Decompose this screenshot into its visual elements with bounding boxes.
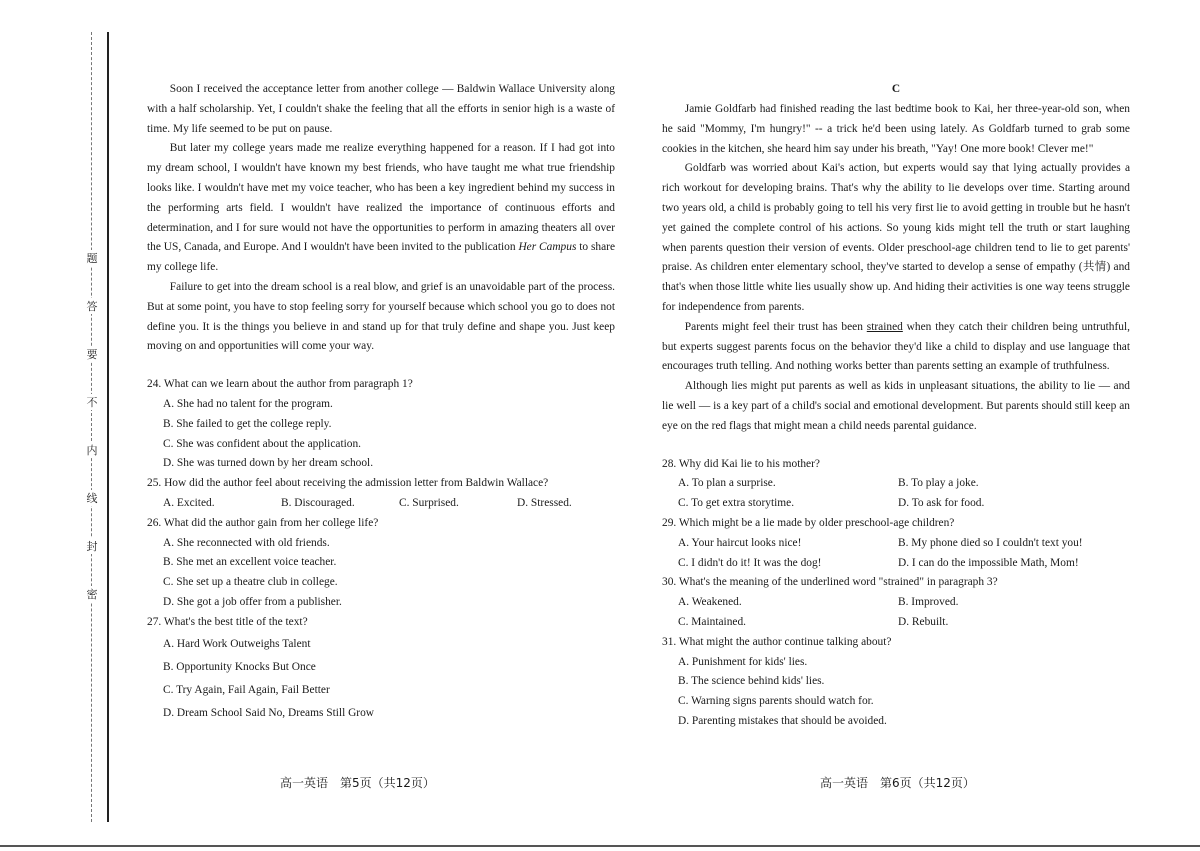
answer-option[interactable]: C. I didn't do it! It was the dog! — [678, 556, 822, 569]
answer-option[interactable]: A. To plan a surprise. — [678, 477, 776, 490]
underlined-word: strained — [866, 320, 903, 333]
seal-char: 密 — [84, 586, 100, 602]
answer-option[interactable]: D. Parenting mistakes that should be avoided. — [678, 714, 887, 727]
answer-option[interactable]: C. Warning signs parents should watch for. — [678, 695, 874, 708]
question-30 — [662, 573, 1130, 632]
answer-option[interactable]: D. Rebuilt. — [898, 615, 949, 628]
seal-char: 题 — [84, 250, 100, 266]
section-heading: C — [891, 83, 901, 95]
answer-option[interactable]: B. She failed to get the college reply. — [163, 417, 332, 430]
seal-char: 不 — [84, 394, 100, 410]
page-footer-right: 高一英语 第6页（共12页） — [820, 776, 975, 790]
question-stem: 26. What did the author gain from her college life? — [147, 516, 379, 529]
answer-option[interactable]: B. Opportunity Knocks But Once — [163, 660, 316, 673]
bottom-rule — [0, 845, 1200, 847]
seal-char: 线 — [84, 490, 100, 506]
passage-paragraph: Jamie Goldfarb had finished reading the last bedtime book to Kai, her three-year-old son, when he said "Mommy, I'm hungry!" -- a trick he'd been using lately. As Goldfarb turned to grab some cookies in the kitchen, she heard him say under his breath, "Yay! One more book! Clever me!" — [662, 103, 1130, 155]
passage-paragraph: But later my college years made me realize everything happened for a reason. If I had got into my dream school, I wouldn't have known my best friends, who have taught me what true friendship looks like. I wouldn't have met my voice teacher, who has been a key ingredient behind my success in the performing arts field. I wouldn't have realized the importance of continuous efforts and determination, and I for sure would not have the opportunities to perform in amazing theaters all over the US, Canada, and Europe. And I wouldn't have been invited to the publication Her Campus to share my college life. — [147, 142, 615, 274]
passage-paragraph: Parents might feel their trust has been strained when they catch their children being untruthful, but experts suggest parents focus on the behavior they'd like a child to display and use language that encourages truth telling. And nothing works better than parents setting an example of truthfulness. — [662, 320, 1131, 373]
answer-option[interactable]: D. I can do the impossible Math, Mom! — [898, 556, 1079, 569]
answer-option[interactable]: B. Improved. — [898, 596, 959, 609]
option-row — [678, 613, 1130, 633]
answer-option[interactable]: D. Stressed. — [517, 496, 572, 509]
option-row — [163, 494, 615, 514]
answer-option[interactable]: B. She met an excellent voice teacher. — [163, 556, 337, 569]
seal-char: 要 — [84, 346, 100, 362]
question-31 — [662, 633, 1130, 732]
seal-char: 封 — [84, 538, 100, 554]
option-row — [678, 494, 1130, 514]
passage-paragraph: Goldfarb was worried about Kai's action, but experts would say that lying actually provides a rich workout for developing brains. That's why the ability to lie develops over time. Starting around two years old, a child is probably going to tell his very first lie to avoid getting in trouble but he hasn't yet gained the complete control of his actions. So young kids might tell the truth or start laughing when parents question their version of events. Older preschool-age children tend to lie to get parents' praise. As children enter elementary school, they've started to develop a sense of empathy (共情) and that's when those little white lies usually show up. And hiding their activities is one way teens struggle for independence from parents. — [662, 162, 1130, 313]
answer-option[interactable]: C. Try Again, Fail Again, Fail Better — [163, 683, 330, 696]
publication-name: Her Campus — [518, 241, 577, 254]
question-stem: 29. Which might be a lie made by older preschool-age children? — [662, 516, 955, 529]
question-stem: 28. Why did Kai lie to his mother? — [662, 457, 820, 470]
seal-dashed-line — [91, 32, 92, 822]
answer-option[interactable]: B. To play a joke. — [898, 477, 979, 490]
option-row — [678, 534, 1130, 554]
answer-option[interactable]: D. Dream School Said No, Dreams Still Grow — [163, 706, 375, 719]
answer-option[interactable]: A. Punishment for kids' lies. — [678, 655, 808, 668]
question-25 — [147, 474, 615, 514]
passage-paragraph: Although lies might put parents as well as kids in unpleasant situations, the ability to lie — and lie well — is a key part of a child's social and emotional development. But parents should still keep an eye on the red flags that might mean a child needs parental guidance. — [662, 380, 1130, 432]
binding-solid-line — [107, 32, 109, 822]
option-row — [678, 593, 1130, 613]
question-stem: 31. What might the author continue talking about? — [662, 635, 892, 648]
left-column — [147, 80, 615, 725]
answer-option[interactable]: C. Surprised. — [399, 496, 459, 509]
answer-option[interactable]: C. She set up a theatre club in college. — [163, 576, 338, 589]
answer-option[interactable]: D. She was turned down by her dream school. — [163, 457, 374, 470]
answer-option[interactable]: D. She got a job offer from a publisher. — [163, 595, 342, 608]
question-24 — [147, 375, 615, 474]
answer-option[interactable]: D. To ask for food. — [898, 497, 985, 510]
answer-option[interactable]: A. She had no talent for the program. — [163, 397, 333, 410]
binding-margin — [0, 0, 110, 851]
passage-paragraph: Failure to get into the dream school is a real blow, and grief is an unavoidable part of the process. But at some point, you have to stop feeling sorry for yourself because which school you go to does not define you. It is the things you believe in and stand up for that truly define and shape you. Just keep moving on and opportunities will come your way. — [147, 280, 615, 353]
answer-option[interactable]: A. Weakened. — [678, 596, 742, 609]
answer-option[interactable]: A. Hard Work Outweighs Talent — [163, 637, 311, 650]
question-stem: 27. What's the best title of the text? — [147, 615, 308, 628]
seal-char: 内 — [84, 442, 100, 458]
answer-option[interactable]: C. To get extra storytime. — [678, 497, 795, 510]
question-29 — [662, 514, 1130, 573]
question-stem: 25. How did the author feel about receiving the admission letter from Baldwin Wallace? — [147, 477, 549, 490]
answer-option[interactable]: A. She reconnected with old friends. — [163, 536, 330, 549]
option-row — [678, 554, 1130, 574]
answer-option[interactable]: A. Excited. — [163, 496, 215, 509]
answer-option[interactable]: B. The science behind kids' lies. — [678, 675, 825, 688]
answer-option[interactable]: B. My phone died so I couldn't text you! — [898, 536, 1083, 549]
seal-char: 答 — [84, 298, 100, 314]
question-27 — [147, 613, 615, 725]
right-column — [662, 80, 1130, 732]
passage-paragraph: Soon I received the acceptance letter from another college — Baldwin Wallace University along with a half scholarship. Yet, I couldn't shake the feeling that all the efforts in senior high is a waste of time. My life seemed to be put on pause. — [147, 83, 615, 135]
answer-option[interactable]: C. She was confident about the application. — [163, 437, 362, 450]
option-row — [678, 474, 1130, 494]
answer-option[interactable]: B. Discouraged. — [281, 496, 355, 509]
answer-option[interactable]: A. Your haircut looks nice! — [678, 536, 802, 549]
question-stem: 30. What's the meaning of the underlined word "strained" in paragraph 3? — [662, 576, 998, 589]
question-stem: 24. What can we learn about the author from paragraph 1? — [147, 378, 413, 391]
answer-option[interactable]: C. Maintained. — [678, 615, 747, 628]
question-26 — [147, 514, 615, 613]
question-28 — [662, 455, 1130, 514]
page-footer-left: 高一英语 第5页（共12页） — [280, 776, 435, 790]
